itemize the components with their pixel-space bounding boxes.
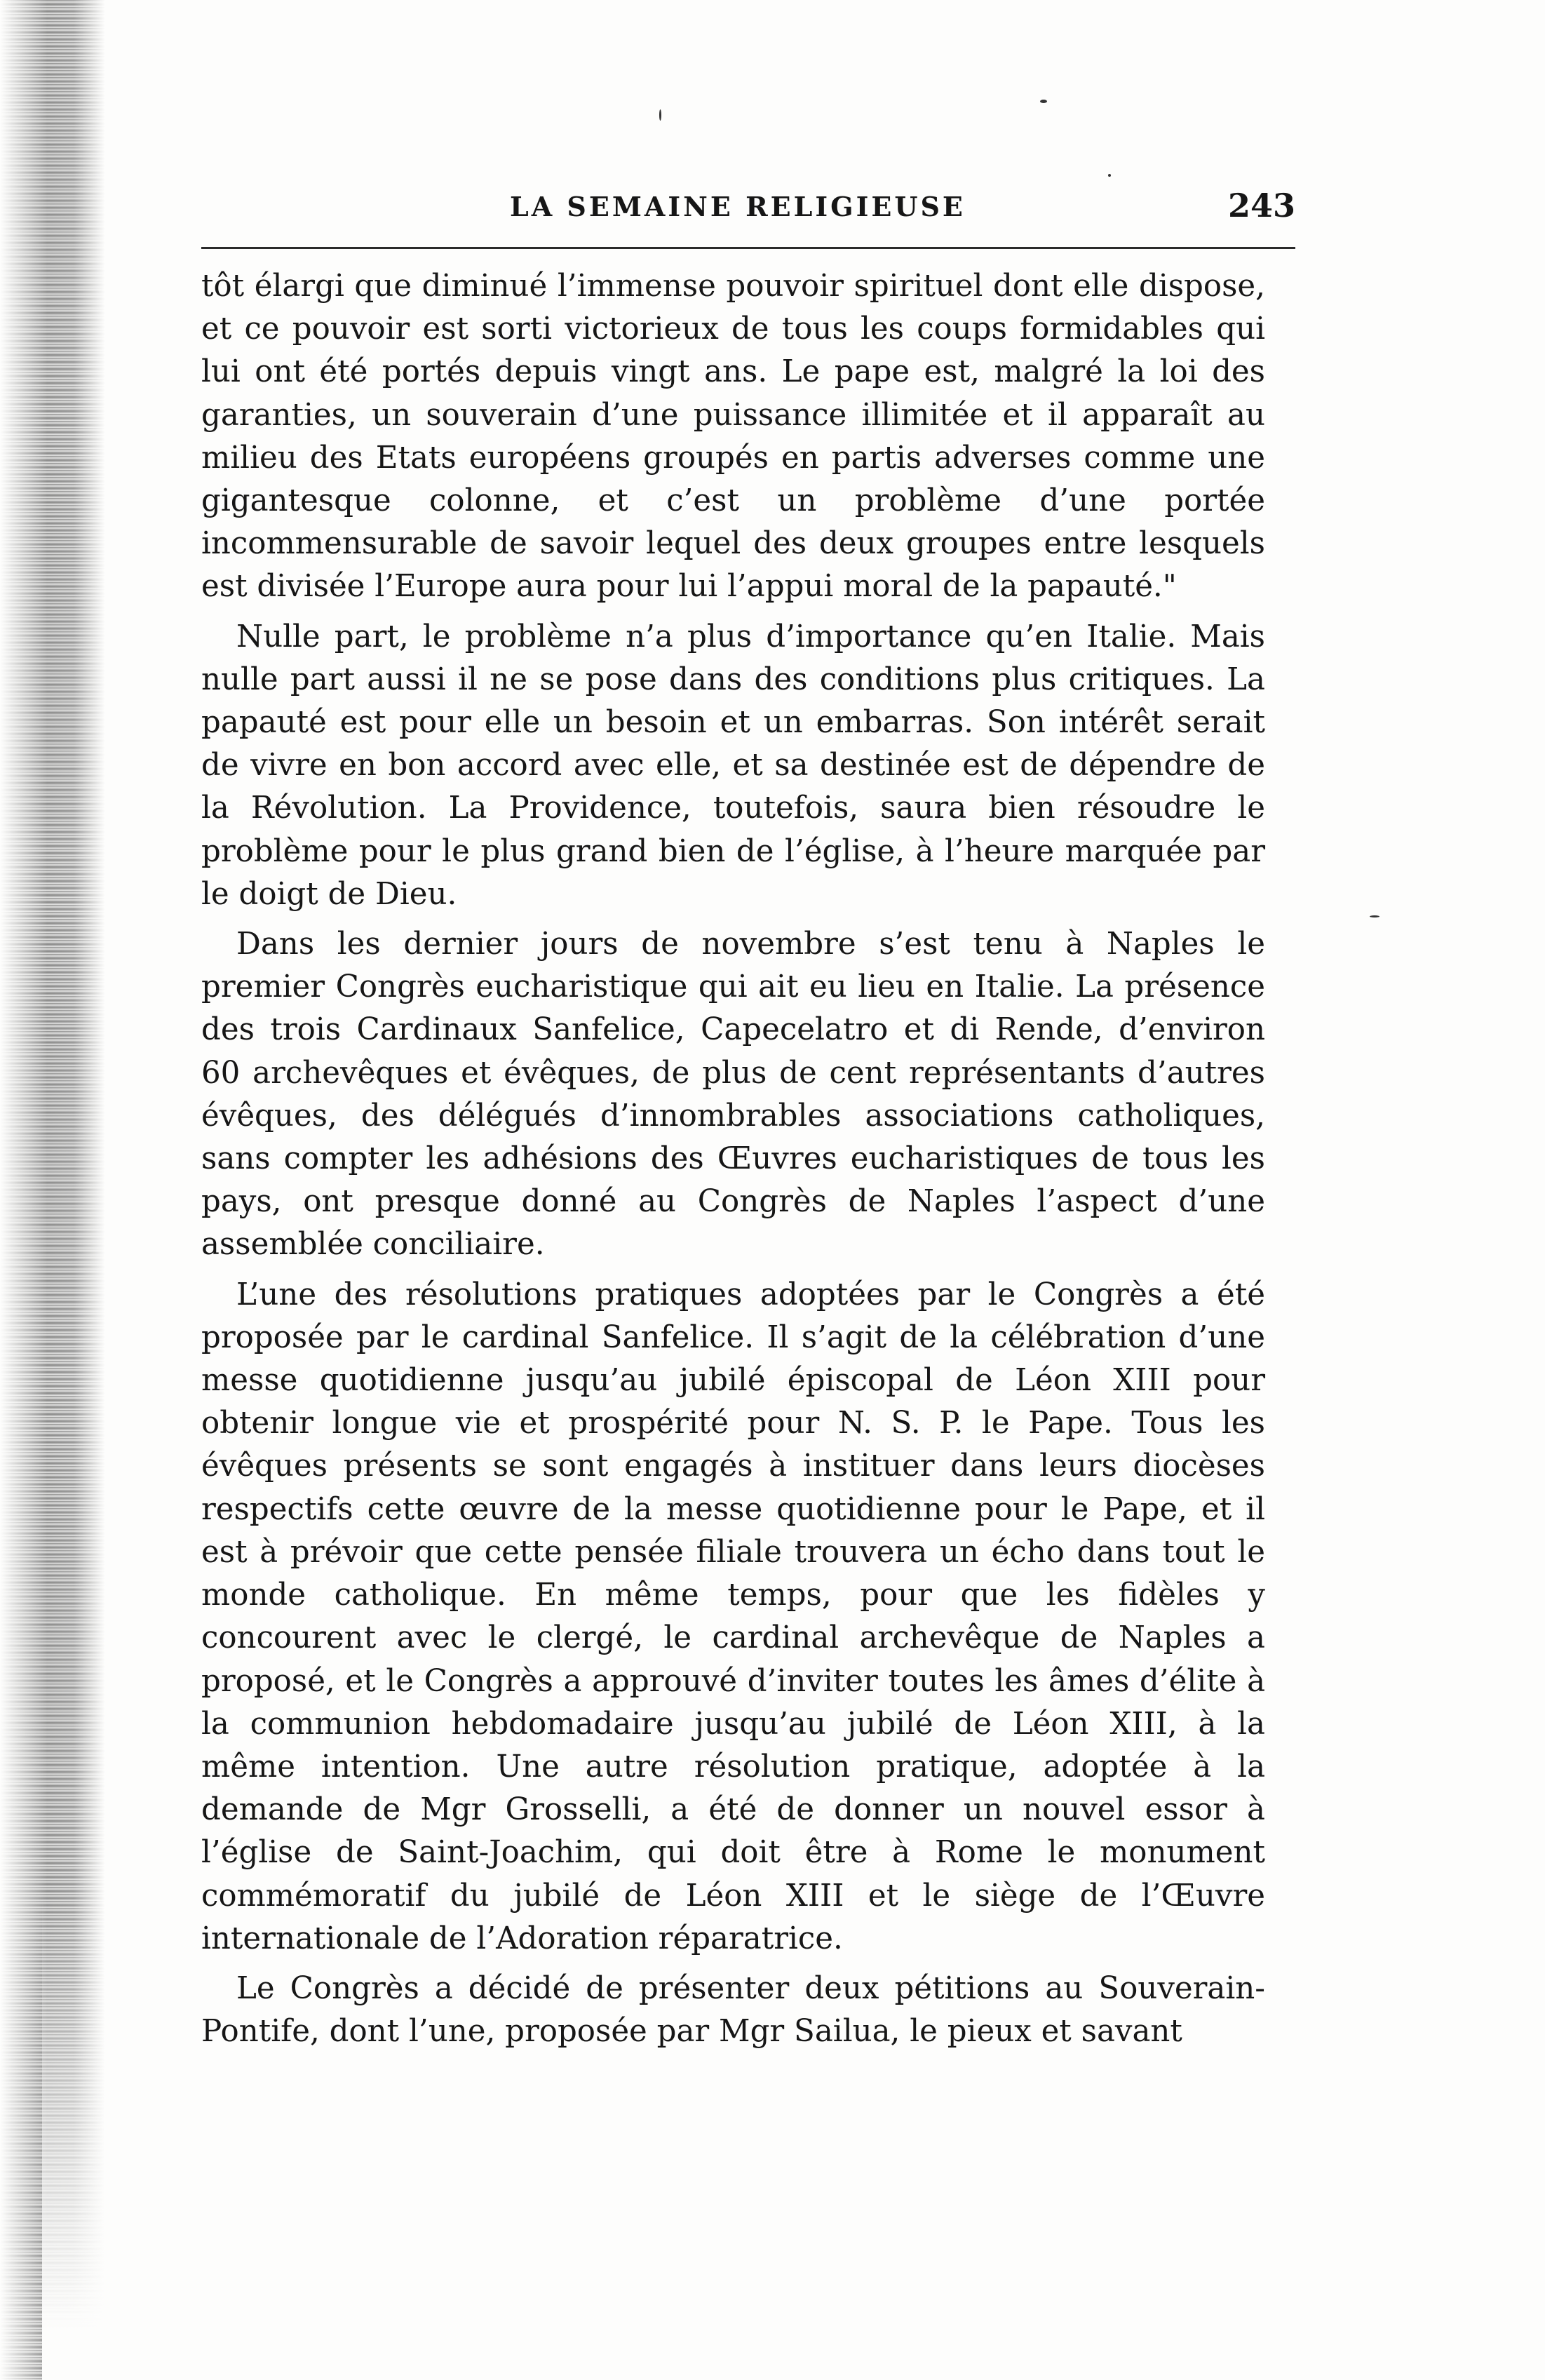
scan-speck — [1370, 915, 1379, 917]
running-title: LA SEMAINE RELIGIEUSE — [510, 191, 966, 222]
page-number: 243 — [1227, 187, 1295, 224]
paragraph-continuation: tôt élargi que diminué l’immense pouvoir spirituel dont elle dispose, et ce pouvoir est sorti victorieux de tous les coups formidables qui lui ont été portés depuis vingt ans. Le pape est, malgré la loi des garanties, un souverain d’une puissance illimitée et il apparaît au milieu des Etats européens groupés en partis adverses comme une gigantesque colonne, et c’est un problème d’une portée incommensurable de savoir lequel des deux groupes entre lesquels est divisée l’Europe aura pour lui l’appui moral de la papauté." — [201, 269, 1265, 605]
scan-speck — [1040, 100, 1047, 103]
body-text — [201, 265, 1265, 2053]
paragraph-congres: Dans les dernier jours de novembre s’est tenu à Naples le premier Congrès eucharistique qui ait eu lieu en Italie. La présence des trois Cardinaux Sanfelice, Capecelatro et di Rende, d’environ 60 archevêques et évêques, de plus de cent représentants d’autres évêques, des délégués d’innombrables associations catholiques, sans compter les adhésions des Œuvres eucharistiques de tous les pays, ont presque donné au Congrès de Naples l’aspect d’une assemblée conciliaire. — [201, 927, 1265, 1263]
page-header — [201, 187, 1295, 233]
scan-speck — [659, 109, 661, 121]
paragraph-nulle-part: Nulle part, le problème n’a plus d’importance qu’en Italie. Mais nulle part aussi il ne se pose dans des conditions plus critiques. La papauté est pour elle un besoin et un embarras. Son intérêt serait de vivre en bon accord avec elle, et sa destinée est de dépendre de la Révolution. La Providence, toutefois, saura bien résoudre le problème pour le plus grand bien de l’église, à l’heure marquée par le doigt de Dieu. — [201, 619, 1265, 912]
paragraph-resolutions: L’une des résolutions pratiques adoptées par le Congrès a été proposée par le cardinal Sanfelice. Il s’agit de la célébration d’une messe quotidienne jusqu’au jubilé épiscopal de Léon XIII pour obtenir longue vie et prospérité pour N. S. P. le Pape. Tous les évêques présents se sont engagés à instituer dans leurs diocèses respectifs cette œuvre de la messe quotidienne pour le Pape, et il est à prévoir que cette pensée filiale trouvera un écho dans tout le monde catholique. En même temps, pour que les fidèles y concourent avec le clergé, le cardinal archevêque de Naples a proposé, et le Congrès a approuvé d’inviter toutes les âmes d’élite à la communion hebdomadaire jusqu’au jubilé de Léon XIII, à la même intention. Une autre résolution pratique, adoptée à la demande de Mgr Grosselli, a été de donner un nouvel essor à l’église de Saint-Joachim, qui doit être à Rome le monument commémoratif du jubilé de Léon XIII et le siège de l’Œuvre internationale de l’Adoration réparatrice. — [201, 1277, 1265, 1956]
header-rule — [201, 247, 1295, 249]
paragraph-petitions: Le Congrès a décidé de présenter deux pétitions au Souverain-Pontife, dont l’une, proposée par Mgr Sailua, le pieux et savant — [201, 1970, 1265, 2050]
binding-edge-fade — [42, 1894, 126, 2380]
scan-speck — [1108, 174, 1111, 177]
